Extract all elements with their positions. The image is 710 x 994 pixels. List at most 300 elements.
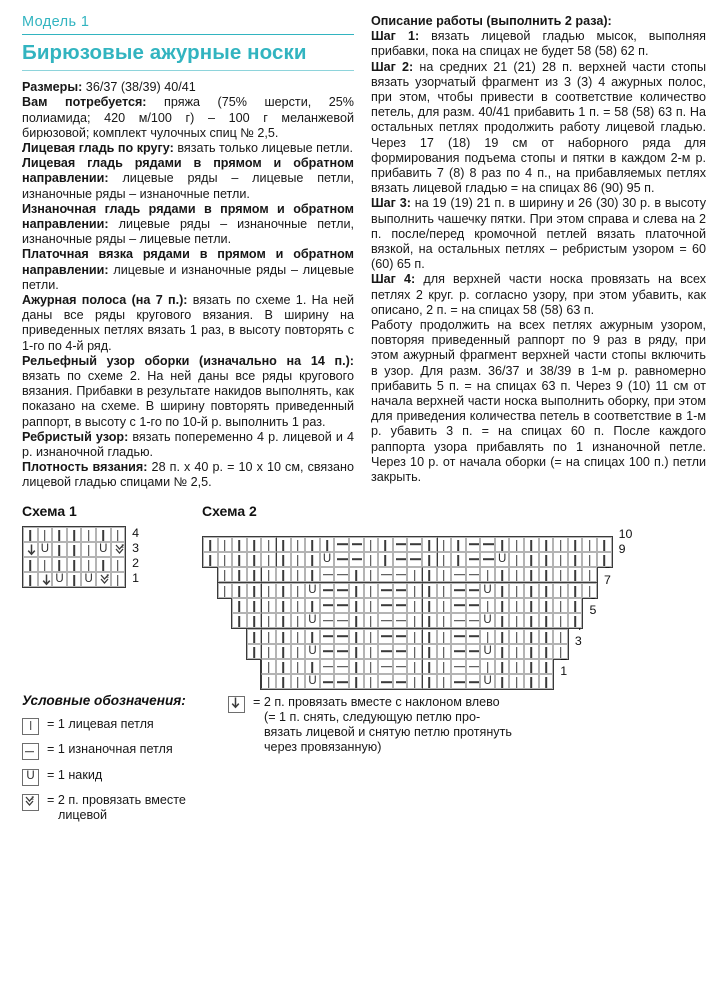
legend-ssk-icon [228,696,245,713]
chart-cell-knit [305,598,320,613]
chart-cell-knit [539,567,554,582]
chart-cell-knit [407,659,422,674]
chart-cell-knit [422,613,437,628]
chart-cell-knit [247,598,262,613]
schema1-title: Схема 1 [22,502,77,519]
chart-cell-knit [349,583,364,598]
chart-cell-knit [349,659,364,674]
chart-cell-knit [247,567,262,582]
chart-cell-purl [393,552,408,567]
chart-cell-knit [67,542,82,557]
chart-cell-knit [509,674,524,689]
chart-cell-knit [539,629,554,644]
chart-cell-knit [364,659,379,674]
schema2-title: Схема 2 [202,502,257,519]
chart-cell-purl [334,644,349,659]
chart-cell-knit [23,557,38,572]
chart-row-cells [246,628,569,645]
chart-cell-knit [422,674,437,689]
chart-cell-knit [291,598,306,613]
chart-cell-knit [509,537,524,552]
chart-cell-knit [509,659,524,674]
model-label: Модель 1 [22,14,90,30]
chart-cell-knit [23,527,38,542]
paragraph-lead: Платочная вязка рядами в прямом и обратном направлении: [22,247,354,277]
chart-cell-purl [407,552,422,567]
legend-right-items [228,695,696,755]
chart-cell-knit [509,598,524,613]
chart-cell-knit [364,629,379,644]
chart-cell-knit [364,674,379,689]
paragraph-text: лицевые ряды – изнаночные петли, изнаночные ряды – лицевые петли. [22,217,354,247]
chart-cell-knit [495,613,510,628]
chart-row-label: 10 [618,526,633,541]
chart-cell-knit [509,567,524,582]
legend-item [22,768,212,786]
chart-cell-knit [364,644,379,659]
schema1-block [22,503,202,588]
chart-row-cells [231,612,583,629]
paragraph [371,29,706,59]
chart-row-label: 3 [574,633,582,648]
paragraph [22,430,354,460]
chart-cell-knit [232,613,247,628]
chart-cell-knit [437,583,452,598]
chart-cell-knit [524,644,539,659]
chart-cell-knit [218,567,233,582]
chart-cell-knit [437,674,452,689]
paragraph [22,293,354,354]
legend-item-text-cont: (= 1 п. снять, следующую петлю про- [264,709,481,724]
chart-cell-knit [539,598,554,613]
chart-cell-purl [393,613,408,628]
chart-row-label: 1 [132,570,140,585]
left-text-column [22,14,354,491]
chart-cell-knit [261,629,276,644]
chart-cell-knit [553,613,568,628]
chart-cell-yarnover [480,674,495,689]
chart-cell-knit [597,537,612,552]
chart-cell-knit [247,552,262,567]
paragraph-lead: Шаг 4: [371,272,416,287]
chart-cell-yarnover [305,674,320,689]
paragraph-lead: Плотность вязания: [22,460,148,475]
chart-cell-knit [582,567,597,582]
paragraph [371,60,706,197]
chart-cell-knit [276,552,291,567]
paragraph-lead: Шаг 1: [371,29,420,44]
chart-cell-knit [364,583,379,598]
chart-cell-knit [524,598,539,613]
chart-cell-knit [96,557,111,572]
chart-cell-knit [495,583,510,598]
paragraph-lead: Рельефный узор оборки (изначально на 14 п.): [22,353,354,368]
chart-cell-knit [553,537,568,552]
chart-cell-knit [437,613,452,628]
paragraph-text: вязать попеременно 4 р. лицевой и 4 р. изнаночной гладью. [22,429,355,460]
chart-cell-knit [407,644,422,659]
paragraph-lead: Ребристый узор: [22,429,129,444]
chart-cell-purl [334,659,349,674]
chart-cell-knit [480,629,495,644]
chart-cell-knit [422,644,437,659]
chart-cell-knit [437,598,452,613]
paragraph-text: вязать по схеме 2. На ней даны все ряды кругового вязания. Прибавки в результате накидов выполнять, как показано на схеме. В ширину повторять приведенный раппорт, в высоту с 1-го по 10-й р. выполнить 1 раз. [22,369,354,429]
chart-cell-knit [305,659,320,674]
chart-cell-knit [509,583,524,598]
paragraph-text: лицевые ряды – лицевые петли, изнаночные ряды – изнаночные петли. [22,171,354,201]
chart-cell-knit [364,552,379,567]
chart-cell-purl [466,629,481,644]
chart-cell-knit [261,552,276,567]
chart-cell-purl [393,583,408,598]
chart-cell-knit [67,557,82,572]
chart-cell-knit [437,629,452,644]
ssk-icon [229,696,242,710]
chart-cell-knit [111,527,126,542]
schema1-grid [22,526,202,588]
chart-cell-knit [111,572,126,587]
legend-left-column [22,693,212,831]
chart-cell-knit [495,537,510,552]
chart-cell-purl [451,629,466,644]
chart-cell-purl [378,674,393,689]
chart-cell-purl [378,659,393,674]
chart-cell-knit [539,613,554,628]
paragraph-lead: Ажурная полоса (на 7 п.): [22,293,188,308]
chart-cell-knit [509,644,524,659]
chart-cell-knit [276,537,291,552]
chart-cell-purl [393,598,408,613]
chart-cell-knit [553,598,568,613]
chart-cell-knit [539,552,554,567]
paragraph-lead: Размеры: [22,80,83,95]
chart-cell-purl [466,644,481,659]
chart-cell-knit [247,583,262,598]
chart-cell-knit [81,557,96,572]
chart-cell-knit [568,567,583,582]
chart-cell-knit [407,674,422,689]
chart-cell-knit [232,567,247,582]
schema1-row-labels [126,526,150,588]
chart-cell-knit [291,644,306,659]
chart-cell-knit [67,527,82,542]
right-text-column [371,14,706,491]
chart-cell-yarnover [305,583,320,598]
chart-cell-purl [393,674,408,689]
chart-cell-purl [466,598,481,613]
paragraph-text: на средних 21 (21) 28 п. верхней части стопы вязать узорчатый фрагмент из 3 (3) 4 ажурных полос, при этом, чтобы привести в соответствие количество петель, для разм. 40/41 прибавить 1 п. = 58 (58) 63 п. На остальных петлях продолжить работу лицевой гладью. Через 17 (18) 19 см от наборного ряда для формирования подъема стопы и пятки в каждом 2-м р. прибавить 7 (8) 8 раз по 4 п., на прибавляемых петлях вязать лицевой гладью = на спицах 86 (90) 95 п. [371,59,707,196]
k2tog-icon [23,795,36,809]
chart-cell-purl [334,598,349,613]
legend-item [22,717,212,735]
chart-cell-knit [495,674,510,689]
svg-text:2: 2 [106,574,110,581]
chart-cell-knit [378,552,393,567]
chart-cell-knit [349,567,364,582]
chart-cell-knit [437,659,452,674]
legend-item-text-cont: вязать лицевой и снятую петлю протянуть [264,724,512,739]
chart-cell-knit [524,674,539,689]
chart-cell-purl [320,659,335,674]
chart-cell-knit [480,659,495,674]
row-indent-spacer [202,663,260,678]
paragraph [371,318,706,485]
chart-cell-purl [334,629,349,644]
paragraph-text: вязать только лицевые петли. [173,141,353,155]
paragraph-text: 28 п. х 40 р. = 10 х 10 см, связано лицевой гладью спицами № 2,5. [22,460,354,490]
paragraph [22,202,354,248]
chart-cell-yarnover [480,583,495,598]
paragraph [22,80,354,95]
chart-cell-knit [23,572,38,587]
svg-text:2: 2 [31,795,35,802]
k2tog-icon [113,543,126,557]
chart-cell-purl [466,583,481,598]
chart-cell-purl [480,552,495,567]
chart-cell-knit [422,567,437,582]
chart-cell-knit [261,598,276,613]
chart-cell-knit [509,613,524,628]
chart-cell-knit [52,527,67,542]
chart-cell-knit [261,644,276,659]
chart-cell-yarnover [52,572,67,587]
paragraph-text: пряжа (75% шерсти, 25% полиамида; 420 м/100 г) – 100 г меланжевой бирюзовой; комплект чулочных спиц № 2,5. [22,95,354,140]
chart-cell-knit [407,567,422,582]
chart-cell-knit [407,583,422,598]
page-title: Бирюзовые ажурные носки [22,41,307,64]
chart-cell-knit [582,583,597,598]
chart-cell-purl [320,674,335,689]
paragraph [22,247,354,293]
paragraph-text: лицевые и изнаночные ряды – лицевые петли. [22,262,354,292]
chart-cell-knit [67,572,82,587]
chart-cell-knit [524,552,539,567]
chart-cell-knit [495,644,510,659]
chart-cell-knit [495,659,510,674]
chart-cell-knit [247,613,262,628]
chart-cell-knit [524,629,539,644]
chart-row-cells [231,597,583,614]
chart-row-label: 5 [589,603,597,618]
heading-rule-bottom [22,70,354,71]
chart-cell-knit [247,644,262,659]
paragraph-text: вязать лицевой гладью мысок, выполняя прибавки, пока на спицах не будет 58 (58) 62 п. [371,29,706,59]
chart-cell-purl [378,598,393,613]
chart-cell-knit [437,567,452,582]
chart-cell-knit [291,537,306,552]
chart-cell-knit [218,537,233,552]
chart-cell-knit [524,567,539,582]
chart-cell-knit [305,552,320,567]
row-indent-spacer [202,602,231,617]
chart-cell-purl [393,659,408,674]
chart-cell-knit [568,583,583,598]
chart-cell-purl [378,613,393,628]
schema2-block [202,503,696,679]
chart-row [23,542,125,557]
chart-cell-knit [568,552,583,567]
ssk-icon [40,573,53,587]
chart-row-label: 2 [132,555,140,570]
chart-cell-k2tog [111,542,126,557]
chart-cell-knit [320,537,335,552]
chart-cell-purl [378,644,393,659]
chart-cell-yarnover [38,542,53,557]
paragraph [22,460,354,490]
chart-cell-knit [539,659,554,674]
chart-cell-knit [349,629,364,644]
chart-cell-knit [509,552,524,567]
chart-cell-knit [96,527,111,542]
chart-cell-purl [393,567,408,582]
chart-cell-purl [480,537,495,552]
legend-item-text: = 1 изнаночная петля [47,742,173,757]
chart-cell-knit [553,552,568,567]
chart-cell-purl [349,552,364,567]
chart-cell-purl [320,567,335,582]
chart-cell-knit [437,644,452,659]
paragraph-text: для верхней части носка провязать на всех петлях 2 круг. р. согласно узору, при этом убавить, как описано, 2 п. = на спицах 58 (58) 63 п. [371,272,706,317]
chart-cell-knit [495,567,510,582]
chart-cell-knit [52,557,67,572]
chart-cell-knit [276,567,291,582]
text-columns [0,0,710,491]
chart-cell-knit [276,674,291,689]
chart-cell-knit [111,557,126,572]
chart-cell-purl [320,598,335,613]
chart-row-label: 1 [560,664,568,679]
chart-cell-purl [334,552,349,567]
left-paragraph-list [22,80,354,490]
chart-cell-knit [553,567,568,582]
chart-row-cells [260,673,554,690]
chart-cell-knit [480,567,495,582]
chart-cell-yarnover [320,552,335,567]
chart-cell-yarnover [305,644,320,659]
chart-cell-knit [305,629,320,644]
chart-cell-purl [349,537,364,552]
chart-cell-knit [261,674,276,689]
chart-cell-purl [451,659,466,674]
chart-cell-knit [407,613,422,628]
chart-cell-ssk [23,542,38,557]
legend-item-text-cont: лицевой [58,808,108,823]
chart-row-label: 7 [604,572,611,587]
schema2-rows [202,526,696,681]
chart-cell-knit [451,537,466,552]
chart-row-cells [246,643,569,660]
chart-cell-knit [276,583,291,598]
chart-cell-purl [393,644,408,659]
chart-cell-knit [305,567,320,582]
chart-cell-knit [232,537,247,552]
schema1-wrap [22,526,202,588]
chart-cell-knit [232,598,247,613]
chart-row [23,527,125,542]
chart-cell-knit [291,659,306,674]
chart-cell-knit [305,537,320,552]
paragraph-text: вязать по схеме 1. На ней даны все ряды кругового вязания. В ширину на приведенных петлях вязать 1 раз, в высоту повторять с 1-го по 4-й ряд. [22,293,354,353]
chart-cell-knit [422,629,437,644]
legend-yarnover-icon: U [22,769,39,786]
chart-cell-knit [276,598,291,613]
chart-cell-knit [291,552,306,567]
chart-cell-knit [422,598,437,613]
chart-cell-purl [451,583,466,598]
chart-cell-knit [276,659,291,674]
chart-cell-knit [38,557,53,572]
chart-cell-knit [247,537,262,552]
chart-cell-purl [466,613,481,628]
chart-cell-knit [539,537,554,552]
chart-cell-knit [276,644,291,659]
chart-cell-purl [320,583,335,598]
chart-cell-purl [451,644,466,659]
paragraph-lead: Лицевая гладь по кругу: [22,141,174,155]
paragraph-lead: Описание работы (выполнить 2 раза): [371,14,612,28]
chart-cell-purl [466,567,481,582]
chart-cell-purl [466,659,481,674]
chart-cell-purl [378,567,393,582]
chart-cell-knit [276,629,291,644]
chart-row-cells [217,566,598,583]
chart-cell-knit [422,659,437,674]
chart-row-cells [217,582,598,599]
chart-row-label: 3 [132,540,140,555]
chart-cell-purl [407,537,422,552]
chart-cell-knit [203,537,218,552]
chart-cell-purl [466,674,481,689]
chart-cell-purl [334,613,349,628]
chart-cell-yarnover [495,552,510,567]
chart-cell-purl [451,613,466,628]
chart-cell-knit [422,552,437,567]
legend-item-text: = 2 п. провязать вместе лицевой [47,793,186,823]
legend-right-column [228,693,696,831]
paragraph [371,196,706,272]
chart-cell-knit [349,598,364,613]
chart-cell-knit [480,598,495,613]
chart-cell-ssk [38,572,53,587]
chart-cell-knit [553,583,568,598]
chart-row [23,572,125,587]
chart-cell-knit [451,552,466,567]
chart-cell-knit [291,583,306,598]
chart-cell-knit [261,583,276,598]
chart-cell-purl [320,613,335,628]
legend-item-text: = 1 лицевая петля [47,716,154,731]
legend-section [0,693,710,831]
chart-cell-yarnover [305,613,320,628]
chart-cell-knit [291,629,306,644]
chart-cell-knit [218,583,233,598]
chart-cell-knit [38,527,53,542]
chart-cell-knit [582,552,597,567]
chart-cell-knit [81,527,96,542]
chart-cell-knit [539,583,554,598]
chart-row-cells [260,658,554,675]
chart-cell-yarnover [480,613,495,628]
chart-cell-knit [582,537,597,552]
chart-cell-knit [364,567,379,582]
schema1-cells [22,526,126,588]
chart-cell-purl [466,537,481,552]
chart-cell-knit [261,613,276,628]
chart-cell-knit [291,613,306,628]
chart-cell-knit [597,552,612,567]
paragraph [371,272,706,318]
